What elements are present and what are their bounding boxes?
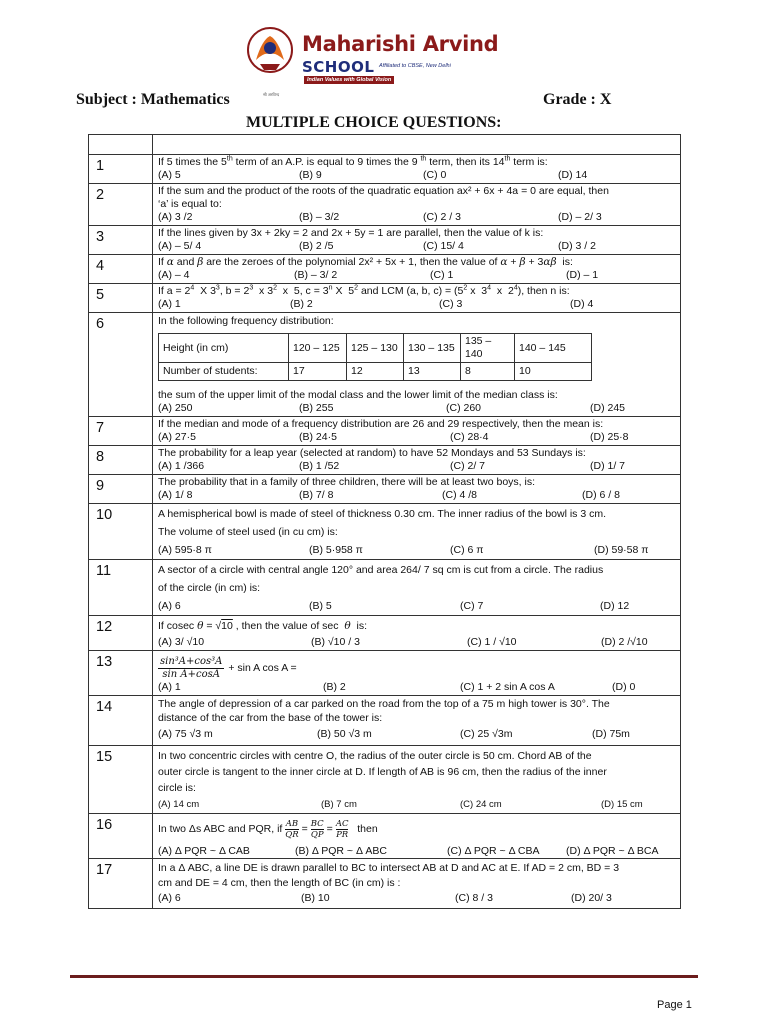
table-cell: 10 [515, 363, 592, 381]
table-cell: 17 [289, 363, 347, 381]
table-cell: 125 – 130 [347, 334, 404, 363]
question-text: In two Δs ABC and PQR, if $\frac{AB}{QR}$ = $\frac{BC}{QP}$ = $\frac{AC}{PR}$ then [158, 818, 378, 840]
option-c: (C) 260 [446, 402, 482, 414]
options [158, 431, 680, 444]
option-b: (B) Δ PQR ~ Δ ABC [295, 845, 387, 857]
question-row [89, 503, 680, 559]
option-d: (D) 4 [570, 298, 594, 310]
option-d: (D) 3 / 2 [558, 240, 596, 252]
option-b: (B) 9 [299, 169, 322, 181]
option-a: (A) – 5/ 4 [158, 240, 202, 252]
question-number: 14 [89, 696, 153, 745]
question-text: A hemispherical bowl is made of steel of thickness 0.30 cm. The inner radius of the bowl is 3 cm. The volume of steel used (in cu cm) is: [158, 508, 607, 538]
table-cell: 135 – 140 [461, 334, 515, 363]
question-number: 5 [89, 284, 153, 312]
options [158, 169, 680, 182]
option-d: (D) 15 cm [601, 799, 643, 810]
questions-table [88, 134, 681, 909]
option-c: (C) 2 / 3 [423, 211, 461, 223]
question-row [89, 312, 680, 416]
options [158, 402, 680, 415]
option-a: (A) 6 [158, 600, 181, 612]
question-row [89, 154, 680, 183]
options [158, 845, 680, 860]
option-a: (A) 14 cm [158, 799, 200, 810]
question-text-continued: the sum of the upper limit of the modal class and the lower limit of the median class is: [158, 389, 558, 401]
option-c: (C) 6 π [450, 544, 484, 556]
school-name: Maharishi Arvind [302, 32, 499, 56]
option-b: (B) 5 [309, 600, 332, 612]
option-d: (D) 75m [592, 728, 630, 740]
option-b: (B) 7/ 8 [299, 489, 334, 501]
frequency-table [158, 333, 592, 381]
option-d: (D) 20/ 3 [571, 892, 612, 904]
question-row [89, 559, 680, 615]
options [158, 489, 680, 502]
option-c: (C) Δ PQR ~ Δ CBA [447, 845, 540, 857]
option-d: (D) 0 [612, 681, 636, 693]
option-d: (D) 6 / 8 [582, 489, 620, 501]
option-a: (A) 5 [158, 169, 181, 181]
question-row [89, 745, 680, 813]
option-b: (B) 2 [323, 681, 346, 693]
question-number: 4 [89, 255, 153, 283]
option-a: (A) 1 [158, 298, 181, 310]
option-c: (C) 1 [430, 269, 454, 281]
students-label: Number of students: [159, 363, 289, 381]
question-text [158, 655, 680, 681]
question-text: The probability that in a family of three children, there will be at least two boys, is: [158, 476, 536, 488]
question-text: If the median and mode of a frequency distribution are 26 and 29 respectively, then the mean is: [158, 418, 604, 430]
option-d: (D) Δ PQR ~ Δ BCA [566, 845, 659, 857]
question-row [89, 225, 680, 254]
question-text-tail: + sin A cos A = [228, 661, 297, 674]
option-a: (A) 3 /2 [158, 211, 193, 223]
option-b: (B) 7 cm [321, 799, 357, 810]
option-b: (B) – 3/2 [299, 211, 340, 223]
table-cell: 13 [404, 363, 461, 381]
option-c: (C) 28·4 [450, 431, 489, 443]
option-c: (C) 1 / √10 [467, 636, 517, 648]
fraction: $\frac{BC}{QP}$ [310, 818, 324, 840]
option-d: (D) 245 [590, 402, 626, 414]
question-number: 11 [89, 560, 153, 615]
fraction: sin³A+cos³A sin A+cosA [160, 655, 223, 680]
option-b: (B) 1 /52 [299, 460, 340, 472]
question-row [89, 695, 680, 745]
option-c: (C) 3 [439, 298, 463, 310]
question-number: 1 [89, 155, 153, 183]
option-c: (C) 7 [460, 600, 484, 612]
option-a: (A) 1 [158, 681, 181, 693]
document-title: MULTIPLE CHOICE QUESTIONS: [246, 114, 502, 131]
option-d: (D) – 1 [566, 269, 599, 281]
question-number: 10 [89, 504, 153, 559]
option-b: (B) 10 [301, 892, 330, 904]
grade-label: Grade : X [543, 91, 612, 108]
option-b: (B) 2 /5 [299, 240, 334, 252]
option-c: (C) 4 /8 [442, 489, 478, 501]
question-text: If cosec θ = √10 , then the value of sec θ is: [158, 620, 368, 632]
options [158, 728, 680, 747]
option-c: (C) 1 + 2 sin A cos A [460, 681, 555, 693]
table-cell: 8 [461, 363, 515, 381]
table-cell: 120 – 125 [289, 334, 347, 363]
options [158, 240, 680, 253]
school-affiliation: Affiliated to CBSE, New Delhi [379, 63, 451, 69]
table-header-row [89, 135, 680, 154]
question-text: If the lines given by 3x + 2ky = 2 and 2x + 5y = 1 are parallel, then the value of k is: [158, 227, 544, 239]
options [158, 541, 680, 558]
option-c: (C) 24 cm [460, 799, 502, 810]
question-text: In the following frequency distribution: [158, 315, 334, 327]
table-cell: 140 – 145 [515, 334, 592, 363]
question-text: If α and β are the zeroes of the polynomial 2x² + 5x + 1, then the value of α + β + 3αβ is: [158, 256, 573, 268]
question-row [89, 283, 680, 312]
question-number: 16 [89, 814, 153, 858]
question-text: A sector of a circle with central angle 120° and area 264/ 7 sq cm is cut from a circle. The radius of the circle (in cm) is: [158, 564, 604, 594]
question-number: 8 [89, 446, 153, 474]
footer-divider [70, 975, 698, 978]
option-d: (D) 1/ 7 [590, 460, 626, 472]
question-row [89, 445, 680, 474]
question-number: 15 [89, 746, 153, 813]
options [158, 597, 680, 614]
options [158, 298, 680, 311]
question-text: In a Δ ABC, a line DE is drawn parallel to BC to intersect AB at D and AC at E. If AD = 2 cm, BD = 3 cm and DE = 4 cm, then the length of BC (in cm) is : [158, 862, 620, 889]
option-b: (B) 2 [290, 298, 313, 310]
option-b: (B) √10 / 3 [311, 636, 360, 648]
option-a: (A) Δ PQR ~ Δ CAB [158, 845, 250, 857]
question-number: 6 [89, 313, 153, 416]
option-c: (C) 8 / 3 [455, 892, 493, 904]
option-a: (A) 6 [158, 892, 181, 904]
option-b: (B) 24·5 [299, 431, 337, 443]
option-a: (A) 1 /366 [158, 460, 205, 472]
frequency-students-row [159, 363, 592, 381]
question-row [89, 858, 680, 908]
question-text: The probability for a leap year (selected at random) to have 52 Mondays and 53 Sundays is: [158, 447, 586, 459]
option-d: (D) 59·58 π [594, 544, 649, 556]
option-b: (B) – 3/ 2 [294, 269, 338, 281]
height-label: Height (in cm) [159, 334, 289, 363]
fraction: $\frac{AB}{QR}$ [285, 818, 299, 840]
table-cell: 12 [347, 363, 404, 381]
option-d: (D) 12 [600, 600, 630, 612]
frequency-height-row [159, 334, 592, 363]
school-emblem-icon [246, 26, 294, 82]
option-d: (D) 2 /√10 [601, 636, 648, 648]
question-text: The angle of depression of a car parked on the road from the top of a 75 m high tower is 30°. The distance of the car from the base of the tower is: [158, 698, 610, 724]
question-number: 2 [89, 184, 153, 225]
option-c: (C) 15/ 4 [423, 240, 464, 252]
question-row [89, 474, 680, 503]
question-number: 17 [89, 859, 153, 908]
option-a: (A) 595·8 π [158, 544, 212, 556]
option-d: (D) – 2/ 3 [558, 211, 602, 223]
question-text: In two concentric circles with centre O, the radius of the outer circle is 50 cm. Chord AB of the outer circle is tangent to the inner circle at D. If length of AB is 96 cm, then the radius of the inner circle is: [158, 750, 607, 794]
question-row [89, 416, 680, 445]
options [158, 633, 680, 649]
question-number: 3 [89, 226, 153, 254]
option-d: (D) 25·8 [590, 431, 629, 443]
options [158, 211, 680, 224]
question-row [89, 615, 680, 650]
question-text: If 5 times the 5th term of an A.P. is equal to 9 times the 9 $^{th}$ term, then its 14th term is: [158, 155, 548, 168]
subject-label: Subject : Mathematics [76, 91, 230, 108]
question-text: If $a = 2^4$ X $3^3$, $b = 2^3$ x $3^2$ x 5, $c = 3^n$ X $5^2$ and LCM (a, b, $c) = (5^2$ x $3^4$ x $2^4$), then n is: [158, 284, 570, 297]
school-logo [246, 26, 506, 97]
option-a: (A) – 4 [158, 269, 190, 281]
question-number: 7 [89, 417, 153, 445]
page-number: Page 1 [657, 999, 692, 1011]
question-number: 13 [89, 651, 153, 695]
options [158, 681, 680, 694]
options [158, 269, 680, 282]
question-row [89, 183, 680, 225]
option-a: (A) 75 √3 m [158, 728, 213, 740]
school-word: SCHOOL [302, 58, 375, 76]
option-c: (C) 25 √3m [460, 728, 513, 740]
option-b: (B) 255 [299, 402, 334, 414]
logo-caption: श्री अरविन्द [262, 92, 280, 97]
school-tagline: Indian Values with Global Vision [304, 76, 394, 84]
options [158, 460, 680, 473]
question-row [89, 813, 680, 858]
option-c: (C) 2/ 7 [450, 460, 486, 472]
option-a: (A) 1/ 8 [158, 489, 193, 501]
question-number: 12 [89, 616, 153, 650]
option-a: (A) 3/ √10 [158, 636, 205, 648]
option-a: (A) 27·5 [158, 431, 196, 443]
question-text: If the sum and the product of the roots of the quadratic equation ax² + 6x + 4a = 0 are equal, then ‘a’ is equal to: [158, 185, 609, 210]
option-c: (C) 0 [423, 169, 447, 181]
table-cell: 130 – 135 [404, 334, 461, 363]
question-number: 9 [89, 475, 153, 503]
fraction: $\frac{AC}{PR}$ [335, 818, 349, 840]
question-row [89, 650, 680, 695]
options [158, 892, 680, 908]
option-d: (D) 14 [558, 169, 588, 181]
option-b: (B) 5·958 π [309, 544, 363, 556]
question-row [89, 254, 680, 283]
options [158, 798, 680, 814]
option-a: (A) 250 [158, 402, 193, 414]
option-b: (B) 50 √3 m [317, 728, 372, 740]
